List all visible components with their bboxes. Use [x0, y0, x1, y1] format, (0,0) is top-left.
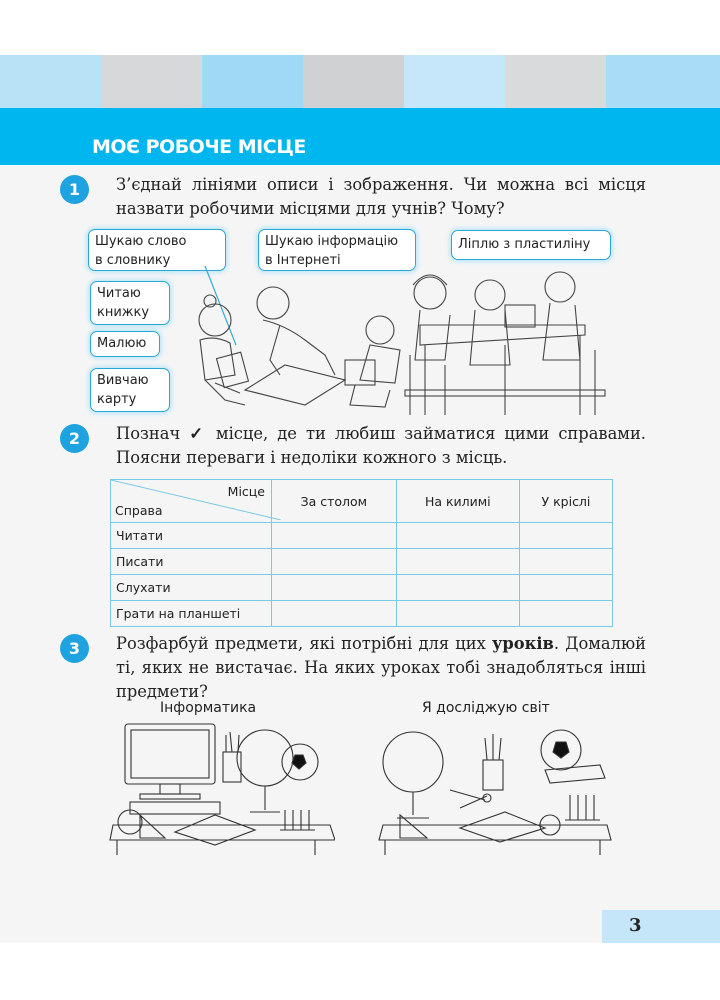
page-number-box — [602, 910, 720, 943]
table-row — [111, 575, 613, 601]
table-cell[interactable] — [272, 549, 397, 575]
row-label: Грати на планшеті — [111, 601, 272, 627]
task3-text-b: . Домалюй ті, яких не вистачає. На яких уроках тобі знадобляться інші предмети? — [116, 634, 646, 701]
page-title: МОЄ РОБОЧЕ МІСЦЕ — [92, 136, 306, 158]
task-number-badge: 2 — [60, 424, 89, 453]
table-cell[interactable] — [272, 601, 397, 627]
table-row — [111, 523, 613, 549]
page-number: 3 — [629, 915, 642, 936]
task-number-badge: 1 — [60, 175, 89, 204]
card-line: в словнику — [95, 253, 171, 268]
card-line: Ліплю з пластиліну — [458, 237, 591, 252]
task-number-badge: 3 — [60, 634, 89, 663]
task2-text-a: Познач — [116, 424, 181, 443]
card-line: карту — [97, 392, 137, 407]
textbook-page — [0, 55, 720, 943]
task2-text-b: місце, де ти любиш займатися цими справами. Поясни переваги і недоліки кожного з місць. — [116, 424, 646, 467]
table-cell[interactable] — [519, 575, 612, 601]
table-cell[interactable] — [272, 575, 397, 601]
task1-text: З’єднай лініями описи і зображення. Чи можна всі місця назвати робочими місцями для учнів? Чому? — [116, 175, 646, 218]
card-line: Вивчаю — [97, 373, 149, 388]
world-desk-illustration[interactable] — [375, 720, 615, 855]
table-cell[interactable] — [519, 549, 612, 575]
children-activities-illustration — [185, 265, 615, 415]
places-table — [110, 479, 613, 627]
subject-label-world: Я досліджую світ — [422, 700, 550, 716]
table-header-row — [111, 480, 613, 523]
corner-label-place: Місце — [227, 484, 265, 499]
informatics-desk-illustration[interactable] — [105, 720, 335, 855]
card-line: в Інтернеті — [265, 253, 341, 268]
row-label: Читати — [111, 523, 272, 549]
table-corner-cell — [111, 480, 272, 523]
table-row — [111, 601, 613, 627]
row-label: Слухати — [111, 575, 272, 601]
card-line: Шукаю інформацію — [265, 234, 399, 249]
task2-text — [116, 422, 646, 470]
task3-text — [116, 632, 646, 704]
task3-text-a: Розфарбуй предмети, які потрібні для цих — [116, 634, 492, 653]
row-label: Писати — [111, 549, 272, 575]
table-cell[interactable] — [519, 601, 612, 627]
corner-label-activity: Справа — [115, 503, 163, 518]
card-line: Шукаю слово — [95, 234, 187, 249]
table-cell[interactable] — [519, 523, 612, 549]
column-header: У кріслі — [519, 480, 612, 523]
table-cell[interactable] — [396, 523, 519, 549]
table-row — [111, 549, 613, 575]
subject-label-informatics: Інформатика — [160, 700, 257, 716]
checkmark-icon: ✓ — [189, 424, 207, 443]
card-line: книжку — [97, 305, 150, 320]
table-cell[interactable] — [396, 549, 519, 575]
table-cell[interactable] — [396, 575, 519, 601]
column-header: На килимі — [396, 480, 519, 523]
table-cell[interactable] — [272, 523, 397, 549]
column-header: За столом — [272, 480, 397, 523]
card-line: Малюю — [97, 336, 147, 351]
card-line: Читаю — [97, 286, 141, 301]
table-cell[interactable] — [396, 601, 519, 627]
task3-text-bold: уроків — [491, 634, 554, 653]
